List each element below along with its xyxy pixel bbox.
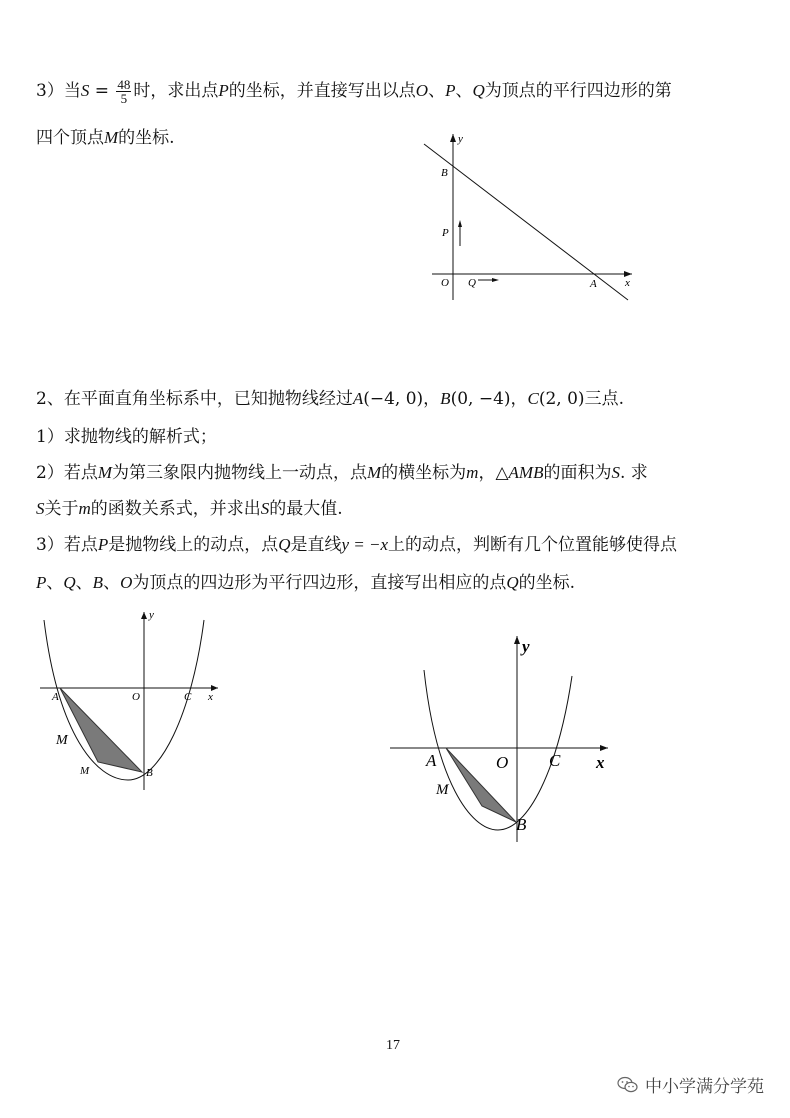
- equation-y-eq-neg-x: y = −x: [341, 535, 389, 554]
- var-M: M: [367, 463, 382, 482]
- var-M: M: [97, 463, 112, 482]
- text: 是抛物线上的动点，点: [108, 535, 279, 555]
- label-A: A: [426, 751, 437, 770]
- label-C: C: [184, 691, 192, 703]
- label-B: B: [146, 767, 153, 779]
- var-S: S: [260, 499, 270, 518]
- coord-B: (0, −4): [450, 389, 511, 409]
- label-x: x: [596, 753, 605, 772]
- text: 为顶点的平行四边形的第: [484, 81, 672, 101]
- text: 、: [428, 81, 446, 101]
- text: 、: [103, 573, 121, 593]
- text: 的坐标.: [118, 128, 175, 148]
- text: 、: [46, 573, 64, 593]
- var-O: O: [120, 573, 133, 592]
- label-M: M: [436, 782, 449, 798]
- var-m: m: [466, 463, 479, 482]
- text: 的坐标，并直接写出以点: [228, 81, 416, 101]
- text: 四个顶点: [36, 128, 104, 148]
- text: 为顶点的四边形为平行四边形，直接写出相应的点: [132, 573, 507, 593]
- var-P: P: [36, 573, 47, 592]
- label-O: O: [132, 691, 140, 703]
- y-axis-arrow: [514, 636, 520, 644]
- var-Q: Q: [506, 573, 519, 592]
- var-C: C: [527, 389, 539, 408]
- figure2-parabola-graph: [36, 604, 226, 794]
- var-M: M: [104, 128, 119, 147]
- y-axis-arrow: [450, 134, 456, 142]
- label-y: y: [458, 133, 463, 145]
- text: 1）求抛物线的解析式；: [36, 427, 217, 447]
- text: 为第三象限内抛物线上一动点，点: [112, 463, 367, 483]
- text: 的坐标.: [518, 573, 576, 593]
- var-Q: Q: [63, 573, 76, 592]
- var-m: m: [78, 499, 91, 518]
- label-A: A: [590, 278, 597, 290]
- s2-q2-line1: [36, 461, 648, 485]
- text: 、: [75, 573, 93, 593]
- s1-q3-line1: [36, 78, 672, 105]
- text: 、: [455, 81, 473, 101]
- text: ，: [510, 389, 528, 409]
- text: 2）若点: [36, 463, 98, 483]
- text: ，△: [478, 463, 509, 483]
- label-y: y: [522, 637, 530, 656]
- label-C: C: [549, 751, 561, 770]
- text: . 求: [619, 463, 648, 483]
- var-A: A: [352, 389, 364, 408]
- var-P: P: [445, 81, 456, 100]
- text: 上的动点，判断有几个位置能够使得点: [388, 535, 678, 555]
- var-P: P: [218, 81, 229, 100]
- fraction-48-5: [116, 78, 131, 105]
- text: 关于: [44, 499, 79, 519]
- var-S: S: [36, 499, 45, 518]
- var-Q: Q: [472, 81, 485, 100]
- text: 3）若点: [36, 535, 98, 555]
- figure3-parabola-graph: [386, 630, 616, 846]
- var-S: S: [80, 81, 90, 100]
- watermark-text: 中小学满分学苑: [645, 1077, 764, 1097]
- var-AMB: AMB: [508, 463, 544, 482]
- arrow-P-head: [458, 220, 462, 227]
- label-P: P: [442, 227, 449, 239]
- watermark: [617, 1072, 764, 1097]
- wechat-icon: [617, 1076, 639, 1094]
- text: 2、在平面直角坐标系中，已知抛物线经过: [36, 389, 353, 409]
- label-B: B: [516, 815, 527, 834]
- label-A: A: [52, 691, 59, 703]
- text: =: [89, 81, 115, 101]
- label-O: O: [441, 277, 449, 289]
- var-B: B: [92, 573, 104, 592]
- label-M-point: M: [80, 765, 90, 777]
- coord-C: (2, 0): [538, 389, 585, 409]
- arrow-Q-head: [492, 278, 499, 282]
- x-axis-arrow: [600, 745, 608, 751]
- var-Q: Q: [278, 535, 291, 554]
- fraction-numerator: 48: [117, 77, 131, 92]
- y-axis-arrow: [141, 612, 147, 619]
- line-BA: [424, 144, 628, 300]
- text: 三点.: [584, 389, 624, 409]
- text: 的最大值.: [269, 499, 343, 519]
- text: 时，求出点: [133, 81, 219, 101]
- text: 3）当: [36, 81, 81, 101]
- label-Q: Q: [468, 277, 476, 289]
- s2-title: [36, 387, 624, 411]
- s2-q2-line2: [36, 497, 343, 521]
- coord-A: (−4, 0): [363, 389, 424, 409]
- text: 的面积为: [543, 463, 612, 483]
- label-x: x: [208, 691, 213, 703]
- label-M: M: [56, 733, 68, 748]
- text: 是直线: [290, 535, 342, 555]
- label-x: x: [625, 277, 630, 289]
- label-O: O: [496, 753, 509, 772]
- var-B: B: [440, 389, 451, 408]
- text: ，: [423, 389, 441, 409]
- var-P: P: [97, 535, 109, 554]
- page-number: 17: [386, 1038, 400, 1053]
- figure1-line-graph: [420, 128, 640, 304]
- s2-q3-line1: [36, 533, 677, 557]
- text: 的横坐标为: [381, 463, 467, 483]
- s1-q3-line2: [36, 126, 175, 150]
- text: 的函数关系式，并求出: [90, 499, 261, 519]
- label-y: y: [149, 609, 154, 621]
- s2-q3-line2: [36, 571, 575, 595]
- fraction-denominator: 5: [120, 91, 128, 106]
- label-B: B: [441, 167, 448, 179]
- var-S: S: [611, 463, 620, 482]
- s2-q1: [36, 425, 217, 449]
- var-O: O: [415, 81, 429, 100]
